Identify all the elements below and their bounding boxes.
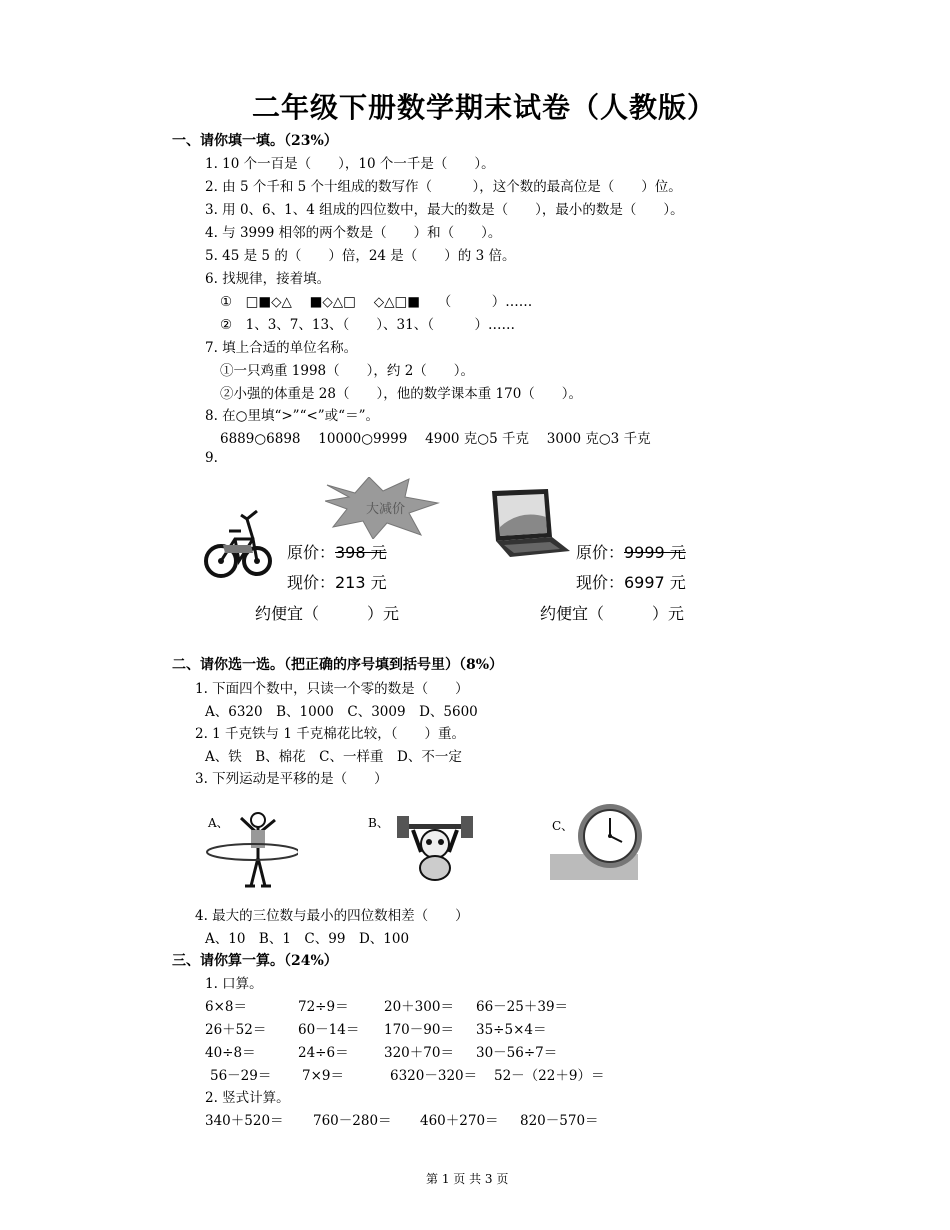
s1-question-7b: ②小强的体重是 28（ ），他的数学课本重 170（ ）。: [220, 386, 583, 402]
s2-question-4-options: A、10 B、1 C、99 D、100: [205, 931, 410, 947]
bicycle-original-label: 原价：: [287, 543, 336, 562]
s2-question-3-option-a: A、: [208, 816, 229, 830]
oral-calc-item: 320＋70＝: [384, 1045, 454, 1061]
s1-question-4: 4. 与 3999 相邻的两个数是（ ）和（ ）。: [205, 225, 502, 241]
s1-question-6b: ② 1、3、7、13、（ ）、31、（ ）……: [220, 317, 515, 333]
section-2-heading: 二、请你选一选。（把正确的序号填到括号里）（8%）: [172, 657, 504, 673]
s1-question-8: 8. 在○里填“>”“<”或“＝”。: [205, 408, 379, 424]
s2-question-1: 1. 下面四个数中，只读一个零的数是（ ）: [195, 681, 469, 697]
weightlifting-panda-image: [395, 810, 475, 886]
vertical-calc-item: 340＋520＝: [205, 1113, 284, 1129]
s1-question-7: 7. 填上合适的单位名称。: [205, 340, 358, 356]
oral-calc-item: 40÷8＝: [205, 1045, 256, 1061]
laptop-discount-blank: 约便宜（ ）元: [540, 604, 685, 623]
s3-question-1: 1. 口算。: [205, 976, 263, 992]
s3-question-2: 2. 竖式计算。: [205, 1090, 290, 1106]
laptop-original-price: 9999 元: [624, 543, 686, 562]
s1-question-8a: 6889○6898 10000○9999 4900 克○5 千克 3000 克○3 千克: [220, 431, 651, 447]
s1-question-3: 3. 用 0、6、1、4 组成的四位数中，最大的数是（ ），最小的数是（ ）。: [205, 202, 684, 218]
s2-question-3-option-b: B、: [368, 816, 389, 830]
oral-calc-item: 6×8＝: [205, 999, 247, 1015]
s1-question-6: 6. 找规律，接着填。: [205, 271, 331, 287]
s2-question-3-option-c: C、: [552, 819, 574, 833]
oral-calc-item: 56－29＝: [210, 1068, 272, 1084]
page-footer: 第 1 页 共 3 页: [426, 1172, 509, 1186]
oral-calc-item: 60－14＝: [298, 1022, 360, 1038]
s1-question-1: 1. 10 个一百是（ ），10 个一千是（ ）。: [205, 156, 495, 172]
vertical-calc-item: 820－570＝: [520, 1113, 599, 1129]
oral-calc-item: 26＋52＝: [205, 1022, 267, 1038]
oral-calc-item: 6320－320＝: [390, 1068, 478, 1084]
sale-label: 大减价: [366, 502, 406, 517]
alarm-clock-image: [548, 798, 643, 882]
s2-question-1-options: A、6320 B、1000 C、3009 D、5600: [205, 704, 478, 720]
vertical-calc-item: 760－280＝: [313, 1113, 392, 1129]
bicycle-discount-blank: 约便宜（ ）元: [255, 604, 400, 623]
vertical-calc-item: 460＋270＝: [420, 1113, 499, 1129]
hula-hoop-girl-image: [203, 808, 298, 892]
s2-question-3: 3. 下列运动是平移的是（ ）: [195, 771, 388, 787]
laptop-image: [484, 487, 574, 562]
oral-calc-item: 24÷6＝: [298, 1045, 349, 1061]
s1-question-9: 9.: [205, 450, 218, 466]
oral-calc-item: 35÷5×4＝: [476, 1022, 547, 1038]
laptop-current-price: 现价：6997 元: [576, 573, 686, 592]
bicycle-original-price: 398 元: [335, 543, 387, 562]
s2-question-2: 2. 1 千克铁与 1 千克棉花比较，（ ）重。: [195, 726, 465, 742]
oral-calc-item: 30－56÷7＝: [476, 1045, 558, 1061]
s2-question-2-options: A、铁 B、棉花 C、一样重 D、不一定: [205, 749, 462, 765]
bicycle-current-price: 现价：213 元: [287, 573, 387, 592]
s1-question-2: 2. 由 5 个千和 5 个十组成的数写作（ ），这个数的最高位是（ ）位。: [205, 179, 682, 195]
section-3-heading: 三、请你算一算。（24%）: [172, 953, 338, 969]
oral-calc-item: 72÷9＝: [298, 999, 349, 1015]
page-title: 二年级下册数学期末试卷（人教版）: [252, 91, 717, 124]
oral-calc-item: 170－90＝: [384, 1022, 454, 1038]
s1-question-6a: ① □■◇△ ■◇△□ ◇△□■ （ ）……: [220, 294, 533, 310]
s1-question-7a: ①一只鸡重 1998（ ），约 2（ ）。: [220, 363, 475, 379]
oral-calc-item: 66－25＋39＝: [476, 999, 569, 1015]
oral-calc-item: 52－（22＋9）＝: [494, 1068, 605, 1084]
oral-calc-item: 7×9＝: [302, 1068, 344, 1084]
bicycle-image: [203, 505, 273, 580]
section-1-heading: 一、请你填一填。（23%）: [172, 133, 338, 149]
s1-question-5: 5. 45 是 5 的（ ）倍，24 是（ ）的 3 倍。: [205, 248, 516, 264]
laptop-original-label: 原价：: [576, 543, 625, 562]
oral-calc-item: 20＋300＝: [384, 999, 454, 1015]
s2-question-4: 4. 最大的三位数与最小的四位数相差（ ）: [195, 908, 469, 924]
